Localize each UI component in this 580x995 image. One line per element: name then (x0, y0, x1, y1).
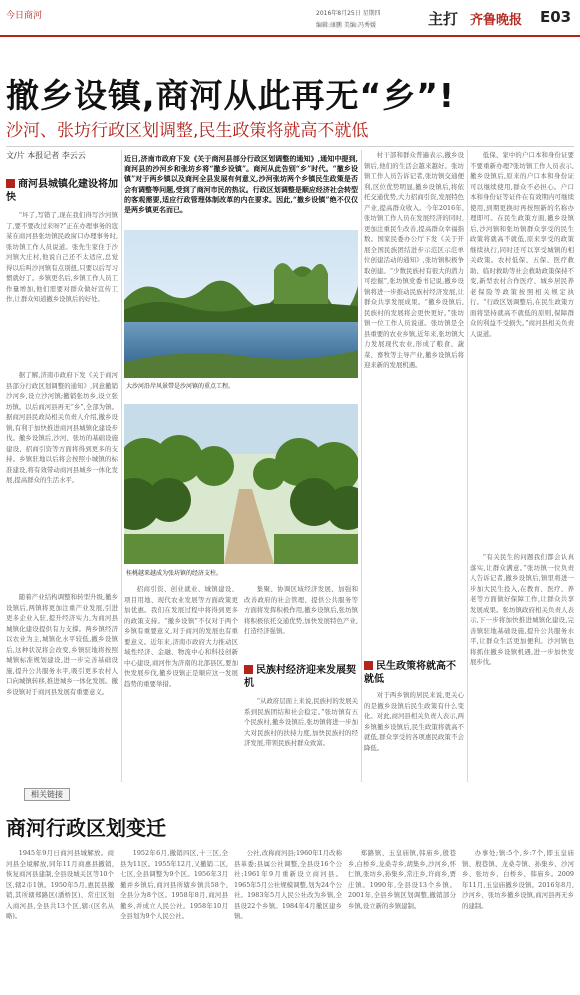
article-col1-top: “坏了,写错了,现在我们得写沙河镇了,要不要改过来呀?”正在办理事务的寇某在商河县张坊镇民政窗口办理事务时,张坊镇工作人员说道。张先生家住于沙河镇大庄村,他说自己还不太适应,总觉得以后叫沙河镇有点别扭,只要以后写习惯就好了。乡镇更名后,乡镇工作人员工作量增加,他们需要对群众做好宣传工作,让群众知道撤乡设镇后的好处。 (6, 211, 118, 303)
section-marker-icon (244, 665, 253, 674)
newspaper-logo: 齐鲁晚报 (470, 13, 523, 28)
related-rule (0, 795, 580, 796)
byline (6, 150, 94, 161)
history-col5: 办事处;镇:5个,乡:7个,即玉皇庙镇、殷巷镇、龙桑寺镇、孙集乡、沙河乡、张坊乡、白桥乡、韩庙乡。2009年11月,玉皇庙撤乡设镇。2016年8月,沙河乡、张坊乡撤乡设镇,商河县再无乡的建制。 (462, 849, 574, 910)
photo-river (124, 230, 358, 378)
byline-author: 文/片 本报记者 李云云 (6, 151, 86, 160)
article-col5: 低保、家中的户口本和身份证要不要重新办理?张坊镇工作人员表示,撤乡设镇后,原来的户口本和身份证可以继续使用,群众不必担心。户口本和身份证等证件在有效期内可继续使用,到期更换时再按照新的名称办理即可。在民生政策方面,撤乡设镇后,沙河镇和张坊镇群众享受的民生政策将就高不就低,原来享受的政策继续执行,同时还可以享受城镇的相关政策。农村低保、五保、医疗救助、临时救助等社会救助政策保持不变,新型农村合作医疗、城乡居民养老保险等政策按照相关规定执行。“行政区划调整后,在民生政策方面将坚持就高不就低的原则,保障群众的利益不受损失。”商河县相关负责人说道。 (470, 151, 574, 338)
section-title-3: 民生政策将就高不就低 (364, 661, 456, 685)
editors-line: 编辑:康鹏 美编:冯秀媛 (316, 22, 376, 29)
orchard-road-image (124, 404, 358, 564)
photo-caption-2: 桂桃越来越成为张坊镇的经济支柱。 (126, 570, 223, 577)
column-divider (467, 150, 468, 782)
lead-paragraph: 近日,济南市政府下发《关于商河县部分行政区划调整的通知》,通知中提到,商河县的沙河乡和张坊乡将“撤乡设镇”。商河从此告别“乡”时代。“撤乡设镇”对于两乡镇以及商河全县发展有何意义,沙河张坊两个乡镇民生政策是否会有调整等问题,受到了商河市民的热议。行政区划调整是顺应经济社会转型的客观需要,适应行政管理体制改革的内在要求。因此,“撤乡设镇”绝不仅仅是两乡镇更名而已。 (124, 154, 358, 215)
article-col1-bot: 随着产业结构调整和转型升级,撤乡设镇后,两镇将更加注重产业发展,引进更多企业入驻,提升经济实力,为商河县城镇化建设提供有力支撑。两乡镇经济以农业为主,城镇化水平较低,撤乡设镇后,这种状况将会改变,乡镇驻地将按照城镇标准规划建设,进一步完善基础设施,提升公共服务水平,吸引更多农村人口向城镇转移,推进城乡一体化发展。撤乡设镇对于商河县发展有重要意义。 (6, 593, 118, 696)
history-col4: 郑路镇、玉皇庙镇,韩庙乡,殷巷乡,白桥乡,龙桑寺乡,胡集乡,沙河乡,怀仁镇,张坊乡,孙集乡,常庄乡,许商乡,贾庄镇。1990年,全县设13个乡镇。2001年,全县乡镇区划调整,撤销部分乡镇,设立新的乡镇建制。 (348, 849, 456, 910)
article-col1-mid: 据了解,济南市政府下发《关于商河县部分行政区划调整的通知》,同意撤销沙河乡,设立沙河镇;撤销张坊乡,设立张坊镇。以后商河县再无“乡”,全部为镇。据商河县民政局相关负责人介绍,撤乡设镇,有利于加快推进商河县城镇化建设步伐。撤乡设镇后,沙河、张坊的基础设施建设、招商引资等方面将得到更多的支持。乡镇驻地以后将会按照小城镇的标准建设,将有效带动商河县城乡一体化发展,提高群众的生活水平。 (6, 371, 118, 484)
photo-caption-1: 大沙河沿岸风景带是沙河镇的重点工程。 (126, 383, 235, 390)
section-marker-icon (6, 179, 15, 188)
article-col4-s3: 对于两乡镇的居民来说,更关心的是撤乡设镇后民生政策有什么变化。对此,商河县相关负责人表示,两乡镇撤乡设镇后,民生政策将就高不就低,群众享受的各项惠民政策不会降低。 (364, 691, 464, 752)
history-col2: 1952年6月,撤销四区,十三区,全县为11区。1955年12月,又撤销二区,七区,全县调整为9个区。1956年3月撤并乡镇后,商河县所辖乡镇共58个,全县分为8个区。1958年8月,商河县撤乡,并成立人民公社。1958年10月全县划为9个人民公社。 (120, 849, 228, 920)
section-marker-icon (364, 661, 373, 670)
page-number: E03 (540, 8, 572, 26)
article-col5-bot: “有关民生的问题我们都会认真落实,让群众满意。”张坊镇一位负责人告诉记者,撤乡设镇后,镇里将进一步加大民生投入,在教育、医疗、养老等方面做好保障工作,让群众共享发展成果。张坊镇政府相关负责人表示,下一步将加快推进城镇化建设,完善镇驻地基础设施,提升公共服务水平,让群众生活更加便利。沙河镇也将抓住撤乡设镇机遇,进一步加快发展步伐。 (470, 553, 574, 666)
article-col3-bot: 集聚、协调区域经济发展、加强和改善政府的社会管理、提供公共服务等方面将发挥积极作用,撤乡设镇后,张坊镇将积极依托交通优势,加快发展特色产业,打造经济强镇。 (244, 585, 358, 635)
headline-divider (6, 146, 574, 147)
column-divider (121, 150, 122, 782)
article-col2-bot: 招商引资、创业就业、城镇建设、项目用地、现代农业发展等方面政策更加优惠。我们在发展过程中将得到更多的政策支持。“撤乡设镇”不仅对于两个乡镇有重要意义,对于商河的发展也有重要意义。近年来,济南市政府大力推动区域性经济、金融、物流中心和科技创新中心建设,商河作为济南的北部县区,要加快发展步伐,撤乡设镇正是顺应这一发展趋势的重要举措。 (124, 585, 238, 688)
page-header (0, 0, 580, 44)
column-divider (361, 150, 362, 782)
river-landscape-image (124, 230, 358, 378)
article-col4: 村干部和群众普遍表示,撤乡设镇后,他们的生活会越来越好。张坊镇工作人员告诉记者,张坊镇交通便利,区位优势明显,撤乡设镇后,将依托交通优势,大力招商引资,发展特色产业,提高群众收入。今年2016年,张坊镇工作人员在发展经济的同时,更加注重民生改善,提高群众幸福指数。国家民委办公厅下发《关于开展全国民族团结进步示范区示范单位创建活动的通知》,张坊镇积极争取创建。“少数民族村有很大的潜力可挖掘”,张坊镇党委书记说,撤乡设镇将进一步推动民族村经济发展,让群众共享发展成果。“撤乡设镇后,民族村的发展将会更快更好。”张坊镇一位工作人员说道。张坊镇是全县重要的农业乡镇,近年来,张坊镇大力发展现代农业,形成了粮食、蔬菜、畜牧等主导产业,撤乡设镇后将迎来新的发展机遇。 (364, 151, 464, 369)
history-col1: 1945年9月日商河县城解放。商河县全境解放,同年11月商惠县撤销,恢复商河县建制,全县设城关区等10个区,辖2市1镇。1950年5月,惠民县撤销,其所辖郑路区(潘桥区)、常庄区划入商河县,全县共13个区,辖:(区名从略)。 (6, 849, 114, 920)
article-col3-s2: “从政府层面上来说,民族村的发展关系到民族团结和社会稳定。”张坊镇有五个民族村,撤乡设镇后,张坊镇将进一步加大对民族村的扶持力度,加快民族村的经济发展,带领民族村群众致富。 (244, 697, 358, 747)
history-col3: 公社,改称商河县;1960年1月改称县革委;县属公社调整,全县设16个公社;1961年9月重新设立商河县。1965年5月公社规模调整,划为24个公社。1983年5月人民公社改为乡镇,全县设22个乡镇。1984年4月撤区建乡镇。 (234, 849, 342, 920)
history-title: 商河行政区划变迁 (6, 816, 166, 840)
photo-orchard (124, 404, 358, 564)
header-rule (0, 35, 580, 37)
related-tag: 相关链接 (24, 788, 70, 801)
section-name: 今日商河 (6, 11, 43, 21)
section-title-1: 商河县城镇化建设将加快 (6, 179, 118, 203)
dateline: 2016年8月25日 星期四 (316, 10, 381, 17)
section-title-2: 民族村经济迎来发展契机 (244, 665, 356, 689)
headline: 撤乡设镇,商河从此再无“乡”! (6, 76, 455, 115)
related-links-bar (0, 788, 580, 802)
column-name: 主打 (428, 10, 459, 28)
subheadline: 沙河、张坊行政区划调整,民生政策将就高不就低 (6, 121, 369, 141)
